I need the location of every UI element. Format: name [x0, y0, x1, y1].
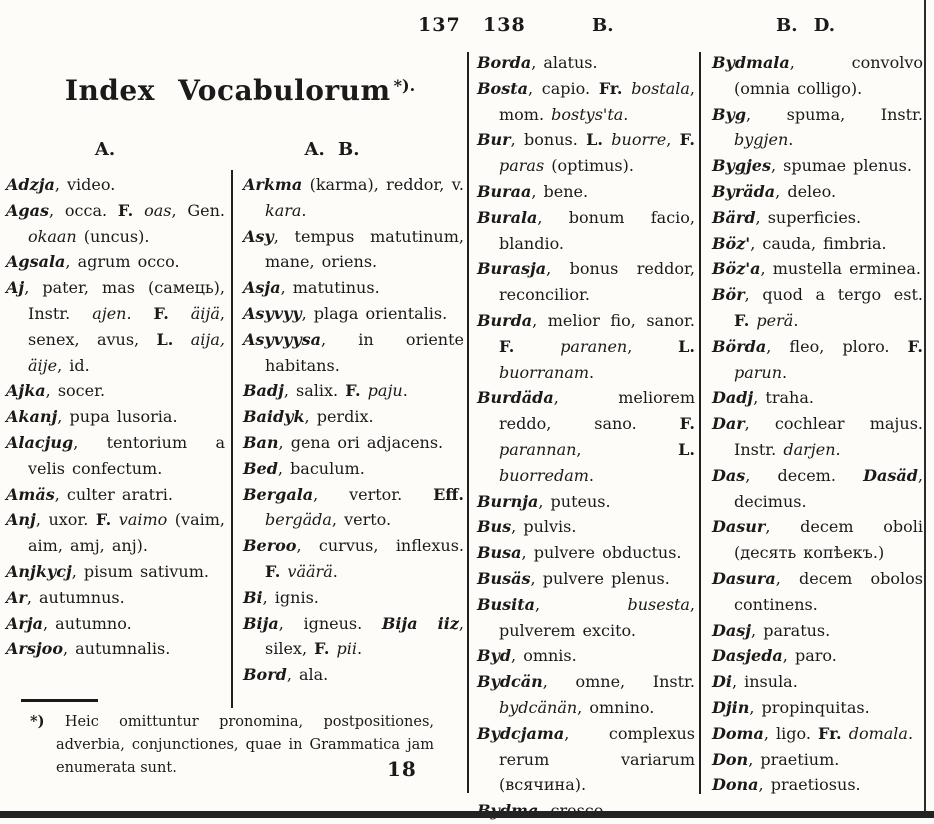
dictionary-entry: Asja, matutinus.: [243, 278, 380, 298]
dictionary-entry: Arja, autumno.: [6, 613, 132, 633]
dictionary-entry: Burda, melior fio, sanor. F. paranen, L. buorranam.: [477, 310, 695, 382]
column-bd-entries: [712, 50, 923, 798]
dictionary-entry: Beroo, curvus, inflexus. F. väärä.: [243, 536, 464, 581]
dictionary-entry: Ban, gena ori adjacens.: [243, 432, 444, 452]
dictionary-entry: Dasura, decem obolos continens.: [712, 568, 923, 614]
running-head-b-d: B. D.: [776, 15, 835, 36]
dictionary-entry: Ar, autumnus.: [6, 587, 125, 607]
dictionary-entry: Bija, igneus. Bija iiz, silex, F. pii.: [243, 613, 464, 659]
dictionary-entry: Adzja, video.: [6, 175, 116, 194]
dictionary-entry: Bosta, capio. Fr. bostala, mom. bostys'ta.: [477, 78, 695, 124]
dictionary-entry: Bergala, vertor. Eff. bergäda, verto.: [243, 484, 464, 530]
dictionary-entry: Burasja, bonus reddor, reconcilior.: [477, 259, 695, 305]
dictionary-entry: Djin, propinquitas.: [712, 697, 870, 717]
dictionary-entry: Bydmala, convolvo (omnia colligo).: [712, 53, 923, 98]
scan-edge-line: [924, 0, 926, 812]
dictionary-entry: Borda, alatus.: [477, 53, 598, 72]
dictionary-entry: Baidyk, perdix.: [243, 407, 374, 427]
dictionary-entry: Burnja, puteus.: [477, 491, 611, 511]
dictionary-entry: Burala, bonum facio, blandio.: [477, 207, 695, 253]
dictionary-entry: Don, praetium.: [712, 749, 840, 769]
dictionary-entry: Asyvyy, plaga orientalis.: [243, 303, 448, 323]
dictionary-entry: Bord, ala.: [243, 665, 329, 685]
column-a-entries: [6, 172, 225, 662]
footnote-text: Heic omittuntur pronomina, postpositiones, adverbia, conjunctiones, quae in Grammatica jam enumerata sunt.: [56, 714, 434, 776]
dictionary-entry: Dasjeda, paro.: [712, 646, 837, 666]
dictionary-entry: Bus, pulvis.: [477, 517, 577, 537]
dictionary-entry: Byd, omnis.: [477, 646, 577, 666]
page-number-138: 138: [483, 14, 526, 36]
dictionary-entry: Busa, pulvere obductus.: [477, 543, 682, 563]
dictionary-entry: Busita, busesta, pulverem excito.: [477, 594, 695, 640]
column-b-entries: [477, 50, 695, 824]
column-header-a: A.: [94, 139, 116, 160]
dictionary-entry: Alacjug, tentorium a velis confectum.: [6, 432, 225, 478]
column-ab-entries: [243, 172, 464, 688]
column-divider-right-page: [699, 52, 701, 794]
column-divider-left-page: [231, 170, 233, 708]
dictionary-entry: Dona, praetiosus.: [712, 775, 861, 795]
dictionary-entry: Agsala, agrum occo.: [6, 252, 180, 272]
dictionary-entry: Dasur, decem oboli (десять копѣекъ.): [712, 517, 923, 563]
dictionary-entry: Ajka, socer.: [6, 381, 106, 401]
dictionary-entry: Byg, spuma, Instr. bygjen.: [712, 104, 923, 150]
page-gutter-divider: [467, 52, 469, 793]
dictionary-entry: Das, decem. Dasäd, decimus.: [712, 465, 923, 511]
footnote-rule: [21, 699, 98, 702]
dictionary-entry: Amäs, culter aratri.: [6, 484, 173, 504]
dictionary-entry: Aj, pater, mas (самець), Instr. ajen. F. äijä, senex, avus, L. aija, äije, id.: [6, 278, 226, 375]
dictionary-entry: Böz'a, mustella erminea.: [712, 259, 921, 279]
dictionary-entry: Anjkycj, pisum sativum.: [6, 561, 209, 581]
footnote-mark: *): [30, 713, 45, 730]
scan-bottom-shadow: [0, 811, 934, 818]
dictionary-entry: Bör, quod a tergo est. F. perä.: [712, 285, 923, 330]
dictionary-entry: Bed, baculum.: [243, 458, 365, 478]
dictionary-entry: Burdäda, meliorem reddo, sano. F. parannan, L. buorredam.: [477, 388, 695, 485]
dictionary-entry: Doma, ligo. Fr. domala.: [712, 723, 914, 743]
page-number-137: 137: [418, 14, 461, 36]
dictionary-entry: Asyvyysa, in oriente habitans.: [243, 329, 464, 375]
dictionary-entry: Di, insula.: [712, 672, 798, 692]
dictionary-entry: Buraa, bene.: [477, 181, 589, 201]
dictionary-entry: Arsjoo, autumnalis.: [6, 639, 171, 659]
dictionary-entry: Byräda, deleo.: [712, 181, 837, 201]
dictionary-entry: Bärd, superficies.: [712, 207, 862, 227]
dictionary-entry: Böz', cauda, fimbria.: [712, 233, 887, 253]
dictionary-entry: Dar, cochlear majus. Instr. darjen.: [712, 414, 923, 459]
dictionary-entry: Agas, occa. F. oas, Gen. okaan (uncus).: [6, 200, 226, 246]
dictionary-entry: Bi, ignis.: [243, 587, 319, 607]
dictionary-entry: Bygjes, spumae plenus.: [712, 156, 912, 176]
dictionary-entry: Dadj, traha.: [712, 388, 814, 408]
page-title-text: Index Vocabulorum: [64, 74, 391, 107]
column-header-ab: A. B.: [304, 139, 360, 160]
dictionary-entry: Arkma (karma), reddor, v. kara.: [243, 175, 464, 220]
dictionary-entry: Bur, bonus. L. buorre, F. paras (optimus).: [477, 130, 695, 176]
dictionary-entry: Busäs, pulvere plenus.: [477, 568, 670, 588]
page-title: [10, 74, 470, 107]
dictionary-entry: Anj, uxor. F. vaimo (vaim, aim, amj, anj).: [6, 510, 225, 556]
running-head-b: B.: [592, 15, 614, 36]
dictionary-entry: Bydcjama, complexus rerum variarum (всячина).: [477, 723, 695, 795]
title-footnote-mark: *).: [393, 76, 416, 95]
signature-number: 18: [387, 757, 417, 781]
dictionary-entry: Börda, fleo, ploro. F. parun.: [712, 336, 923, 382]
dictionary-entry: Asy, tempus matutinum, mane, oriens.: [243, 226, 464, 272]
dictionary-entry: Dasj, paratus.: [712, 620, 831, 640]
footnote: [30, 710, 434, 780]
dictionary-entry: Bydcän, omne, Instr. bydcänän, omnino.: [477, 672, 695, 717]
dictionary-entry: Badj, salix. F. paju.: [243, 381, 408, 401]
dictionary-entry: Akanj, pupa lusoria.: [6, 407, 178, 427]
